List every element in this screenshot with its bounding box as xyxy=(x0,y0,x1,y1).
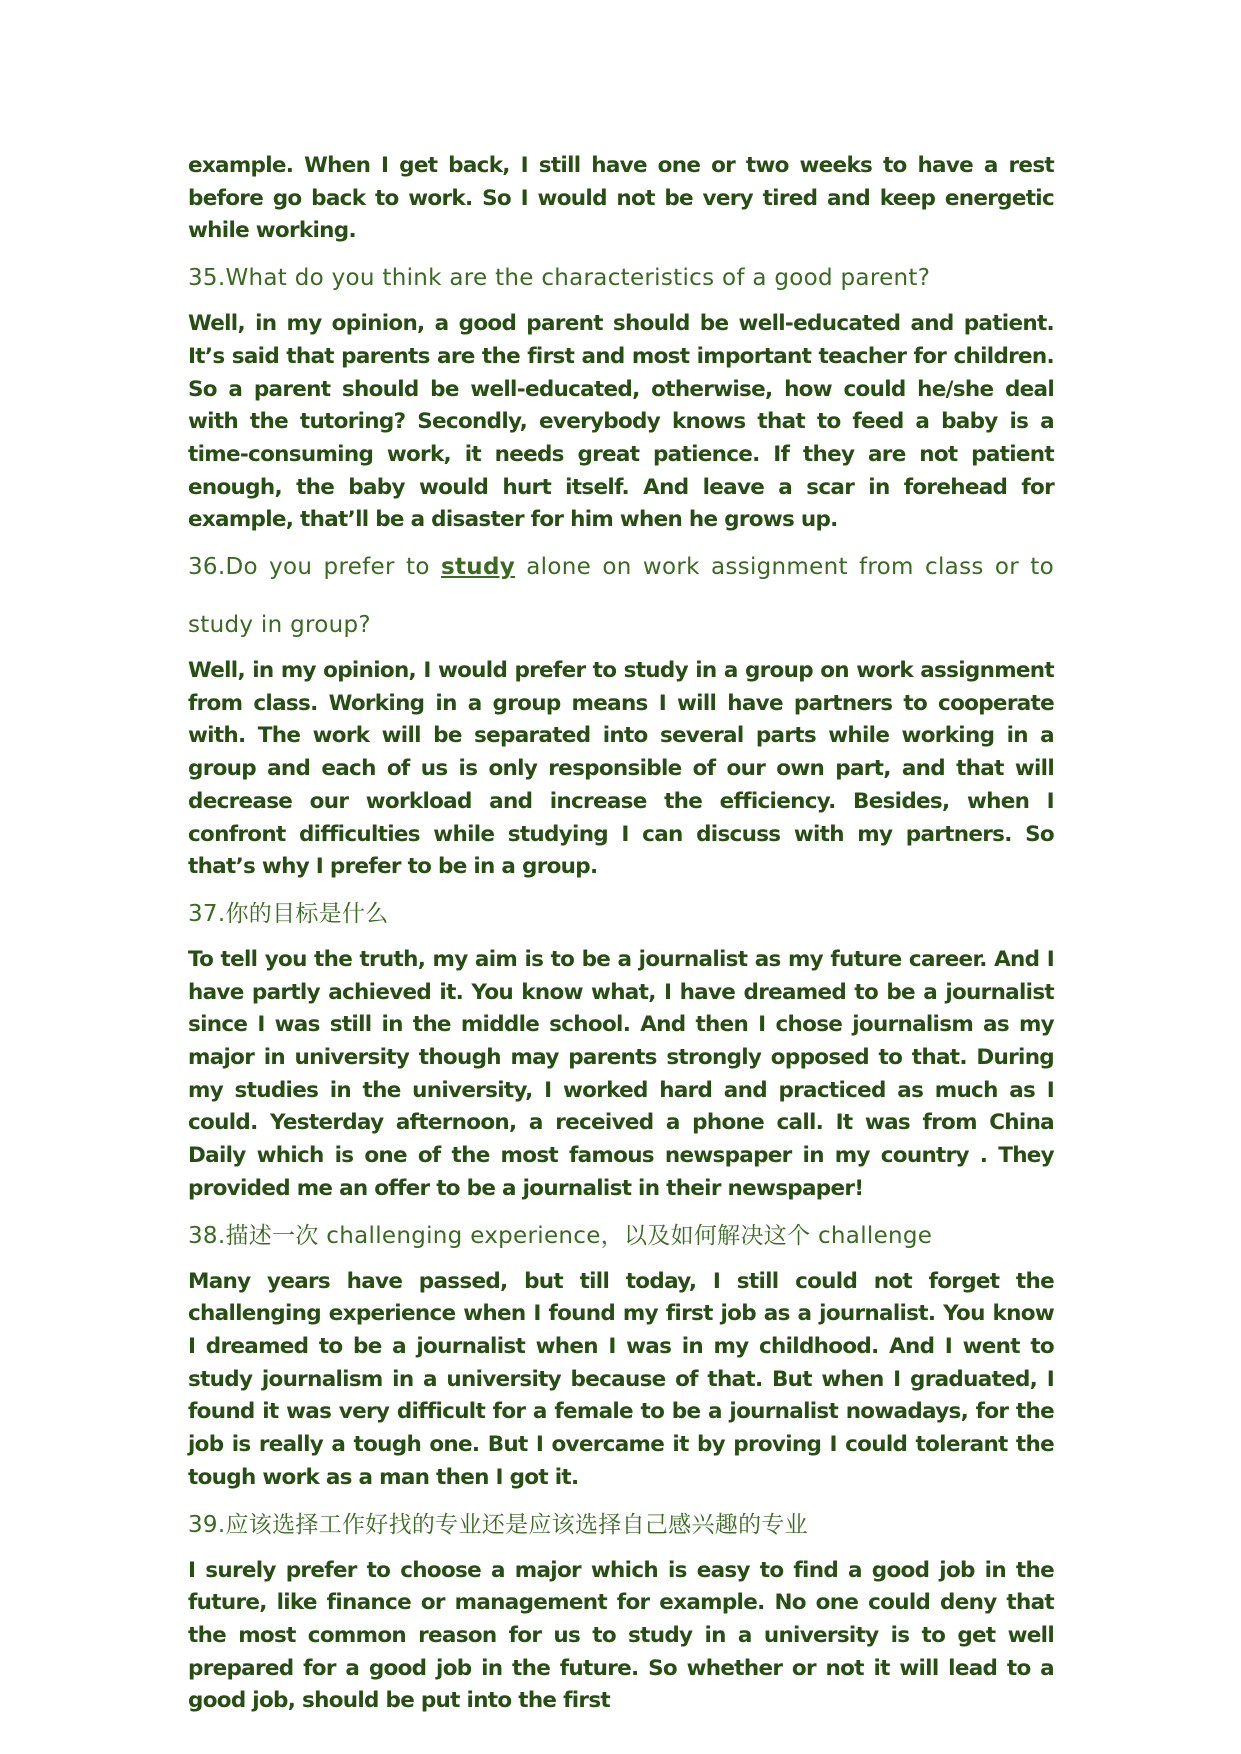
study-link[interactable]: study xyxy=(441,554,516,581)
document-page xyxy=(188,150,1054,1718)
question-36-prefix: 36.Do you prefer to xyxy=(188,554,441,581)
answer-37: To tell you the truth, my aim is to be a journalist as my future career. And I have partly achieved it. You know what, I have dreamed to be a journalist since I was still in the middle school. And then I chose journalism as my major in university though may parents strongly opposed to that. During my studies in the university, I worked hard and practiced as much as I could. Yesterday afternoon, a received a phone call. It was from China Daily which is one of the most famous newspaper in my country . They provided me an offer to be a journalist in their newspaper! xyxy=(188,946,1054,1201)
question-38: 38.描述一次 challenging experience，以及如何解决这个 challenge xyxy=(188,1222,933,1249)
answer-38: Many years have passed, but till today, I still could not forget the challenging experience when I found my first job as a journalist. You know I dreamed to be a journalist when I was in my childhood. And I went to study journalism in a university because of that. But when I graduated, I found it was very difficult for a female to be a journalist nowadays, for the job is really a tough one. But I overcame it by proving I could tolerant the tough work as a man then I got it. xyxy=(188,1268,1054,1490)
question-36-line1 xyxy=(188,551,1054,583)
answer-35: Well, in my opinion, a good parent should be well-educated and patient. It’s said that parents are the first and most important teacher for children. So a parent should be well-educated, otherwise, how could he/she deal with the tutoring? Secondly, everybody knows that to feed a baby is a time-consuming work, it needs great patience. If they are not patient enough, the baby would hurt itself. And leave a scar in forehead for example, that’ll be a disaster for him when he grows up. xyxy=(188,311,1054,533)
question-36-line2: study in group? xyxy=(188,612,371,639)
answer-36: Well, in my opinion, I would prefer to study in a group on work assignment from class. Working in a group means I will have partners to cooperate with. The work will be separated into several parts while working in a group and each of us is only responsible of our own part, and that will decrease our workload and increase the efficiency. Besides, when I confront difficulties while studying I can discuss with my partners. So that’s why I prefer to be in a group. xyxy=(188,658,1054,880)
question-37: 37.你的目标是什么 xyxy=(188,900,389,927)
intro-paragraph: example. When I get back, I still have one or two weeks to have a rest before go back to work. So I would not be very tired and keep energetic while working. xyxy=(188,153,1054,244)
question-36-rest: alone on work assignment from class or to xyxy=(515,554,1054,581)
answer-39: I surely prefer to choose a major which is easy to find a good job in the future, like finance or management for example. No one could deny that the most common reason for us to study in a university is to get well prepared for a good job in the future. So whether or not it will lead to a good job, should be put into the first xyxy=(188,1557,1054,1714)
question-35: 35.What do you think are the characteristics of a good parent? xyxy=(188,265,931,292)
question-39: 39.应该选择工作好找的专业还是应该选择自己感兴趣的专业 xyxy=(188,1511,808,1538)
